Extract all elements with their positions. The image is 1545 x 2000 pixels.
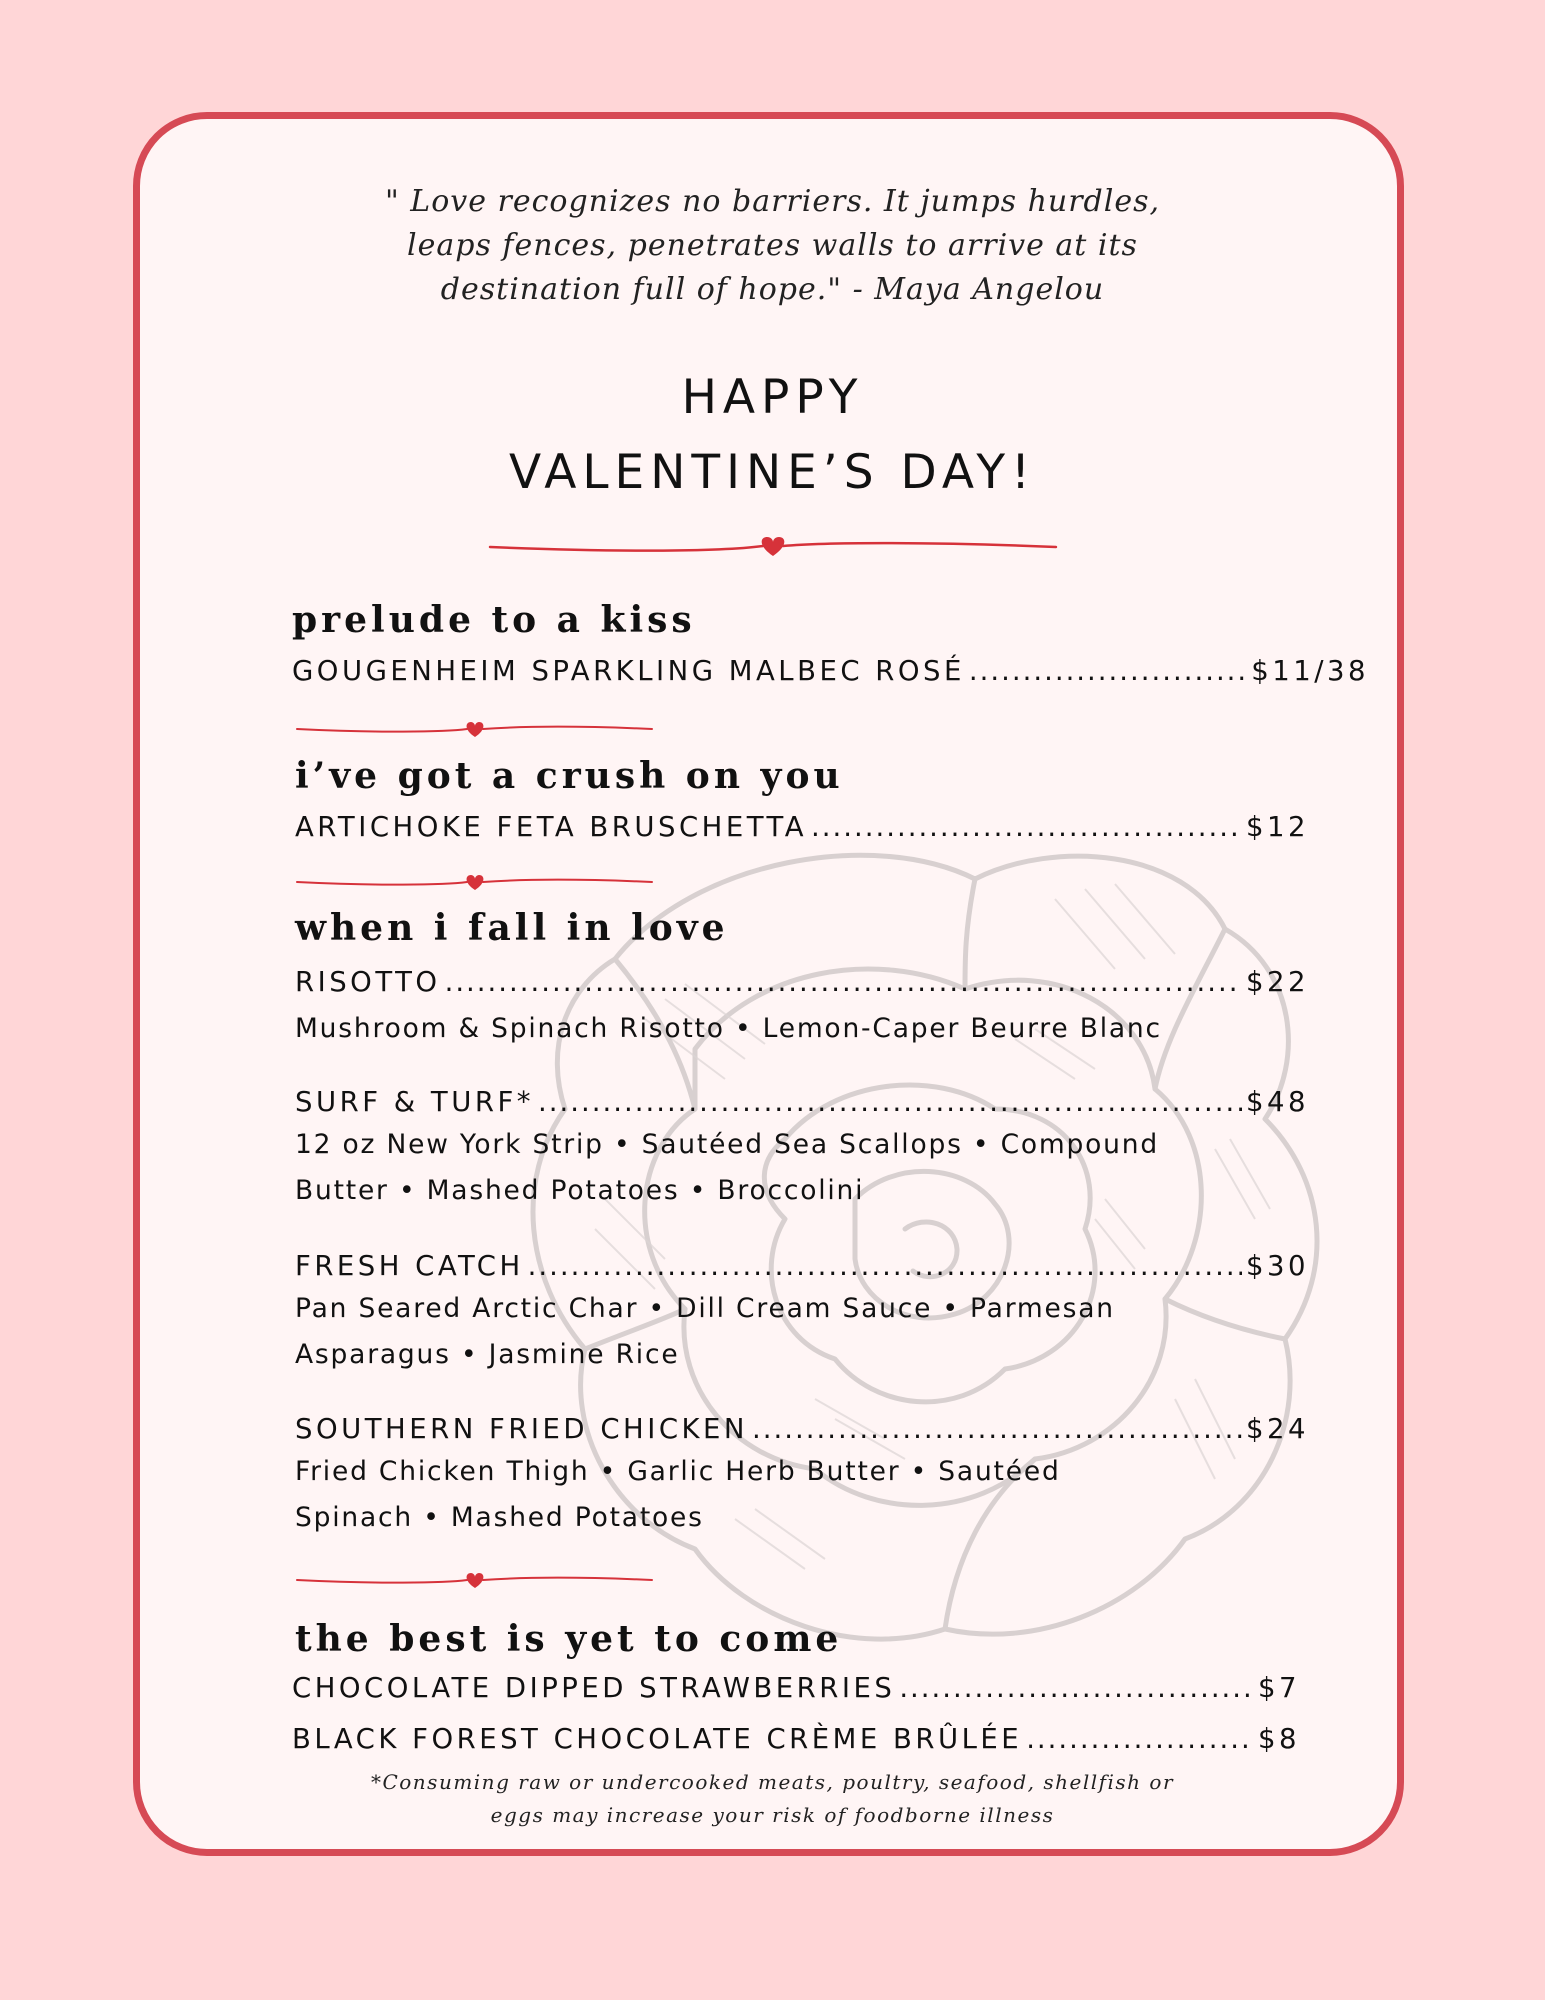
menu-item-price: $11/38 <box>1251 655 1369 687</box>
dot-leader <box>445 969 1242 997</box>
menu-item-price: $22 <box>1246 966 1309 998</box>
menu-item-name: CHOCOLATE DIPPED STRAWBERRIES <box>292 1672 896 1704</box>
description-line: Spinach • Mashed Potatoes <box>295 1502 704 1533</box>
dot-leader <box>528 1253 1242 1281</box>
heart-divider-icon <box>295 869 655 895</box>
menu-item <box>295 966 1309 998</box>
dot-leader <box>752 1416 1242 1444</box>
dot-leader <box>538 1089 1242 1117</box>
menu-item <box>292 1672 1300 1704</box>
menu-item-name: SURF & TURF* <box>295 1086 535 1118</box>
menu-item-description <box>295 1122 1159 1214</box>
quote-line-1: " Love recognizes no barriers. It jumps hurdles, <box>384 184 1161 219</box>
menu-item-description <box>295 1449 1061 1541</box>
menu-item-price: $24 <box>1246 1413 1309 1445</box>
heart-divider-icon <box>488 530 1058 564</box>
description-line: Asparagus • Jasmine Rice <box>295 1339 680 1370</box>
menu-item-description <box>295 1286 1115 1378</box>
dot-leader <box>1026 1726 1254 1754</box>
dot-leader <box>899 1675 1254 1703</box>
menu-item <box>292 1723 1300 1755</box>
footnote-line-2: eggs may increase your risk of foodborne illness <box>490 1803 1055 1827</box>
dot-leader <box>969 658 1247 686</box>
description-line: Mushroom & Spinach Risotto • Lemon-Caper Beurre Blanc <box>295 1013 1162 1044</box>
quote-line-2: leaps fences, penetrates walls to arrive at its <box>407 228 1138 263</box>
page-title-line-1: HAPPY <box>681 370 864 425</box>
menu-item-price: $8 <box>1258 1723 1300 1755</box>
menu-item <box>295 811 1309 843</box>
menu-item-name: SOUTHERN FRIED CHICKEN <box>295 1413 749 1445</box>
heart-divider-icon <box>295 1567 655 1593</box>
description-line: Butter • Mashed Potatoes • Broccolini <box>295 1175 865 1206</box>
menu-item-description <box>295 1006 1162 1052</box>
section-heading-prelude: prelude to a kiss <box>292 599 696 641</box>
description-line: 12 oz New York Strip • Sautéed Sea Scallops • Compound <box>295 1129 1159 1160</box>
menu-item-name: GOUGENHEIM SPARKLING MALBEC ROSÉ <box>292 655 965 687</box>
footnote-line-1: *Consuming raw or undercooked meats, poultry, seafood, shellfish or <box>370 1770 1175 1794</box>
section-heading-crush: i’ve got a crush on you <box>295 755 844 797</box>
description-line: Pan Seared Arctic Char • Dill Cream Sauce • Parmesan <box>295 1293 1115 1324</box>
menu-item-name: FRESH CATCH <box>295 1250 524 1282</box>
menu-item-price: $48 <box>1246 1086 1309 1118</box>
menu-item-name: ARTICHOKE FETA BRUSCHETTA <box>295 811 808 843</box>
menu-item-price: $30 <box>1246 1250 1309 1282</box>
quote-line-3: destination full of hope." - Maya Angelou <box>440 272 1105 307</box>
section-heading-best: the best is yet to come <box>295 1618 843 1660</box>
menu-item <box>295 1086 1309 1118</box>
food-safety-footnote <box>0 1766 1545 1832</box>
menu-item-name: BLACK FOREST CHOCOLATE CRÈME BRÛLÉE <box>292 1723 1023 1755</box>
page-title-line-2: VALENTINE’S DAY! <box>509 445 1036 500</box>
menu-item-price: $7 <box>1258 1672 1300 1704</box>
love-quote <box>0 180 1545 312</box>
description-line: Fried Chicken Thigh • Garlic Herb Butter • Sautéed <box>295 1456 1061 1487</box>
menu-item-price: $12 <box>1246 811 1309 843</box>
menu-item <box>295 1413 1309 1445</box>
menu-item <box>295 1250 1309 1282</box>
section-heading-fall: when i fall in love <box>295 907 729 949</box>
menu-item-name: RISOTTO <box>295 966 441 998</box>
menu-item <box>292 655 1369 687</box>
heart-divider-icon <box>295 716 655 742</box>
dot-leader <box>811 814 1242 842</box>
